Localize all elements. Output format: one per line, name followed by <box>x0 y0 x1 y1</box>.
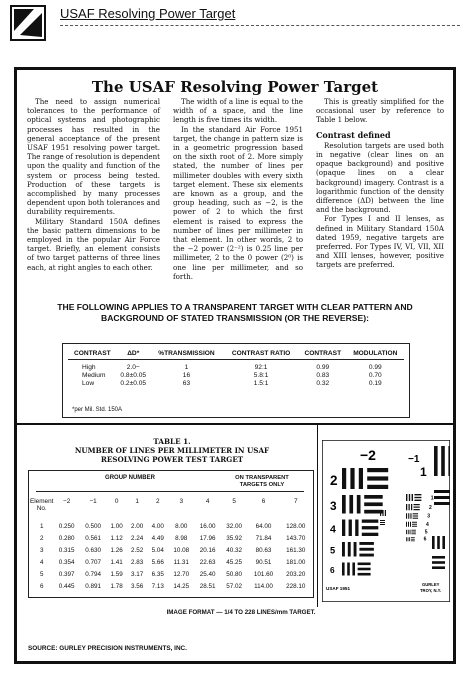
target-bar <box>342 468 346 489</box>
lines-per-mm-cell: 228.10 <box>286 582 306 590</box>
element-label: 1 <box>430 495 434 502</box>
target-bar <box>410 513 411 519</box>
table-row <box>30 556 312 568</box>
lines-per-mm-cell: 0.630 <box>85 546 101 554</box>
lines-per-mm-cell: 0.707 <box>85 558 101 566</box>
target-bar <box>352 563 355 576</box>
table1-title-line: NUMBER OF LINES PER MILLIMETER IN USAF <box>74 446 270 455</box>
target-bar <box>410 530 411 535</box>
element-label: 6 <box>330 564 335 575</box>
target-bar <box>385 510 386 516</box>
transmission-footnote: *per Mil. Std. 150A <box>72 407 123 413</box>
element-number-header <box>30 498 53 520</box>
target-bar <box>412 522 417 523</box>
target-bar <box>380 522 385 523</box>
target-bar <box>358 563 371 566</box>
target-bar <box>434 446 438 476</box>
lines-per-mm-cell: 0.315 <box>58 546 75 554</box>
target-bar <box>411 504 412 510</box>
paragraph: Resolution targets are used both in negative (clear lines on an opaque background) and positive (opaque lines on a clear background) imagery. Contrast is a logarithmic function of the density difference (ΔD) between the line and the background. <box>316 140 444 215</box>
group-header: 3 <box>179 498 184 505</box>
target-bar <box>362 526 379 529</box>
target-bar <box>350 468 354 489</box>
lines-per-mm-cell: 5.66 <box>151 558 164 566</box>
target-bar <box>442 536 445 549</box>
target-bar <box>434 496 450 499</box>
column-header: MODULATION <box>347 348 404 360</box>
target-bar <box>364 495 383 499</box>
lines-per-mm-cell: 0.354 <box>58 558 75 566</box>
group-header: 0 <box>114 498 119 505</box>
table-row <box>68 364 404 372</box>
target-bar <box>359 542 374 545</box>
lines-per-mm-cell: 28.51 <box>199 582 216 590</box>
target-bar <box>349 520 352 537</box>
lines-per-mm-cell: 114.00 <box>254 582 273 590</box>
lines-per-mm-cell: 90.51 <box>255 558 272 566</box>
lines-per-mm-cell: 20.16 <box>199 546 216 554</box>
lines-per-mm-cell: 12.70 <box>173 570 190 578</box>
target-bar <box>414 497 421 498</box>
element-number: 3 <box>39 546 44 554</box>
lines-per-mm-cell: 0.250 <box>58 522 75 530</box>
table-row <box>30 544 312 556</box>
table-cell: 0.8±0.05 <box>120 371 147 379</box>
column-header: ΔD* <box>117 348 150 360</box>
group-heading: −1 <box>408 454 420 465</box>
target-bar <box>441 446 445 476</box>
target-bar <box>410 522 411 527</box>
lines-per-mm-cell: 1.00 <box>110 522 123 530</box>
header-rule <box>60 25 460 26</box>
group-number-label: GROUP NUMBER <box>105 475 155 481</box>
section-divider <box>14 423 456 425</box>
lines-per-mm-cell: 8.00 <box>175 522 188 530</box>
target-bar <box>406 537 407 541</box>
target-bar <box>434 502 450 505</box>
target-bar <box>406 504 407 510</box>
lines-per-mm-cell: 143.70 <box>286 534 306 542</box>
element-number: 2 <box>39 534 44 542</box>
contrast-heading: Contrast defined <box>316 129 391 140</box>
target-bar <box>342 542 345 557</box>
element-number: 4 <box>39 558 44 566</box>
target-bar <box>411 533 416 534</box>
lines-per-mm-cell: 0.891 <box>85 582 101 590</box>
target-bar <box>355 520 358 537</box>
table-cell: Low <box>82 379 95 387</box>
lines-per-mm-cell: 0.280 <box>58 534 75 542</box>
target-bar <box>367 476 388 480</box>
table-row <box>30 568 312 580</box>
target-label-left: USAF 1951 <box>326 586 351 591</box>
target-bar <box>342 563 345 576</box>
column-header: CONTRAST <box>299 348 347 360</box>
target-bar <box>342 520 345 537</box>
target-bar <box>406 530 407 535</box>
target-bar <box>411 537 415 538</box>
target-bar <box>347 563 350 576</box>
target-bar <box>362 520 379 523</box>
target-bar <box>380 510 381 516</box>
lines-per-mm-cell: 0.561 <box>85 534 101 542</box>
table-cell: 0.83 <box>316 371 330 379</box>
lines-per-mm-cell: 14.25 <box>173 582 190 590</box>
element-header-line: No. <box>36 505 47 512</box>
target-label-right: TROY, N.Y. <box>420 588 442 593</box>
target-bar <box>408 530 409 535</box>
lines-per-mm-cell: 0.397 <box>58 570 75 578</box>
target-bar <box>408 513 409 519</box>
lines-per-mm-cell: 16.00 <box>199 522 216 530</box>
target-bar <box>359 548 374 551</box>
lines-per-mm-cell: 40.32 <box>226 546 242 554</box>
transmission-heading-line: BACKGROUND OF STATED TRANSMISSION (OR THE REVERSE): <box>101 313 369 323</box>
element-label: 6 <box>423 536 427 543</box>
table-header-row <box>30 498 312 520</box>
element-label: 4 <box>426 521 429 528</box>
lines-per-mm-cell: 25.40 <box>199 570 216 578</box>
paragraph: The need to assign numerical tolerances to the performance of optical systems and photographic processes has resulted in the general acceptance of the present USAF 1951 resolving power target. The range of resolution is dependent upon the quality and function of the system or process being tested. Production of these targets is accomplished by many processes dependent upon both tolerances and durability requirements. <box>27 97 161 217</box>
table-row <box>68 380 404 388</box>
table1-rule <box>36 491 304 492</box>
table-cell: High <box>82 364 96 371</box>
lines-per-mm-cell: 5.04 <box>151 546 164 554</box>
target-bar <box>408 522 409 527</box>
usaf-1951-target-image <box>322 440 450 602</box>
target-bar <box>406 513 407 519</box>
table-cell: 0.19 <box>368 379 382 387</box>
element-number: 5 <box>39 570 44 578</box>
target-bar <box>406 522 407 527</box>
element-label: 5 <box>424 529 428 536</box>
group-header: 4 <box>205 498 210 505</box>
lines-per-mm-cell: 57.02 <box>226 582 242 590</box>
gurley-logo <box>10 5 46 41</box>
lines-per-mm-cell: 80.63 <box>255 546 272 554</box>
paragraph: This is greatly simplified for the occasional user by reference to Table 1 below. <box>316 97 444 125</box>
table-cell: 1 <box>184 364 189 371</box>
group-header: 5 <box>232 498 236 505</box>
article-column-1 <box>27 97 160 272</box>
header-title: USAF Resolving Power Target <box>60 6 236 21</box>
target-bar <box>448 446 450 476</box>
target-bar <box>412 524 417 525</box>
article-column-3 <box>316 97 444 270</box>
target-bar <box>367 468 388 472</box>
lines-per-mm-cell: 3.17 <box>131 570 144 578</box>
lines-per-mm-cell: 6.35 <box>151 570 164 578</box>
target-bar <box>409 504 410 510</box>
target-bar <box>414 500 421 501</box>
lines-per-mm-cell: 35.92 <box>226 534 242 542</box>
table-cell: 0.99 <box>368 364 382 371</box>
lines-per-mm-cell: 1.12 <box>110 534 123 542</box>
target-bar <box>359 468 363 489</box>
article-title: The USAF Resolving Power Target <box>91 78 379 96</box>
table-row <box>68 372 404 380</box>
target-bar <box>358 568 371 571</box>
source-credit: SOURCE: GURLEY PRECISION INSTRUMENTS, INC. <box>28 645 187 652</box>
table-cell: 2.0− <box>126 364 140 371</box>
table-cell: 0.32 <box>316 379 330 387</box>
lines-per-mm-cell: 0.794 <box>85 570 101 578</box>
element-label: 1 <box>420 465 427 479</box>
on-transparent-line: TARGETS ONLY <box>239 482 285 488</box>
lines-per-mm-cell: 64.00 <box>255 522 272 530</box>
lines-per-mm-cell: 50.80 <box>226 570 242 578</box>
group-header: 6 <box>261 498 266 505</box>
table-row <box>30 520 312 532</box>
target-bar <box>382 510 383 516</box>
target-bar <box>432 566 445 569</box>
table-row <box>30 532 312 544</box>
element-number: 1 <box>39 522 44 530</box>
target-bar <box>367 485 388 489</box>
transmission-heading-line: THE FOLLOWING APPLIES TO A TRANSPARENT TARGET WITH CLEAR PATTERN AND <box>57 302 413 312</box>
group-heading: −2 <box>360 447 376 463</box>
target-bar <box>411 539 415 540</box>
lines-per-mm-cell: 203.20 <box>286 570 306 578</box>
lines-per-mm-cell: 181.00 <box>286 558 306 566</box>
lines-per-mm-cell: 0.445 <box>58 582 75 590</box>
target-bar <box>408 537 409 541</box>
element-number: 6 <box>39 582 44 590</box>
target-bar <box>380 520 385 521</box>
table-cell: Medium <box>82 371 106 379</box>
target-bar <box>358 573 371 576</box>
lines-per-mm-cell: 2.24 <box>131 534 144 542</box>
element-label: 4 <box>330 523 336 536</box>
paragraph: Military Standard 150A defines the basic pattern dimensions to be employed in the popular Air Force target. Briefly, an element consists of two target patterns of three lines each, at right angles to each other. <box>27 216 160 272</box>
lines-per-mm-cell: 22.63 <box>199 558 216 566</box>
table-cell: 92:1 <box>254 364 268 371</box>
lines-per-mm-cell: 2.52 <box>131 546 144 554</box>
element-label: 2 <box>429 505 432 511</box>
target-bar <box>357 495 361 514</box>
lines-per-mm-cell: 2.00 <box>131 522 144 530</box>
column-divider <box>317 425 318 607</box>
on-transparent-label <box>222 475 302 489</box>
element-header-line: Element <box>30 498 54 505</box>
target-border <box>322 440 450 602</box>
target-bar <box>359 554 374 557</box>
target-bar <box>406 494 407 501</box>
paragraph: For Types I and II lenses, as defined in Military Standard 150A dated 1959, negative targets are preferred. For Types IV, VI, VII, XII and XIII lenses, however, positive targets are preferred. <box>316 214 444 270</box>
lines-per-mm-cell: 7.13 <box>151 582 164 590</box>
paragraph: The width of a line is equal to the width of a space, and the line length is five times its width. <box>173 97 303 125</box>
column-header: %TRANSMISSION <box>150 348 223 360</box>
target-bar <box>432 536 435 549</box>
table-cell: 0.70 <box>368 371 382 379</box>
table1-title-line: TABLE 1. <box>153 437 191 446</box>
target-bar <box>412 494 413 501</box>
target-bar <box>414 507 420 508</box>
lines-per-mm-cell: 10.08 <box>173 546 190 554</box>
lines-per-mm-cell: 71.84 <box>255 534 272 542</box>
target-bar <box>432 561 445 564</box>
lines-per-mm-cell: 17.96 <box>199 534 216 542</box>
table-cell: 16 <box>182 371 191 379</box>
target-bar <box>412 526 417 527</box>
lines-per-mm-cell: 32.00 <box>226 522 242 530</box>
column-header: CONTRAST <box>68 348 117 360</box>
lines-per-mm-cell: 1.78 <box>110 582 123 590</box>
target-bar <box>434 490 450 493</box>
target-bar <box>348 542 351 557</box>
group-header: 2 <box>155 498 160 505</box>
paragraph: In the standard Air Force 1951 target, the change in pattern size is in a geometric progression based on the sixth root of 2. More simply stated, the number of lines per millimeter doubles with every sixth target element. These six elements are known as a group, and the group heading, such as −2, is the power of 2 to which the first element is raised to express the number of lines per millimeter in that element. In other words, 2 to the −2 power (2⁻²) is 0.25 line per millimeter, 2 to the 0 power (2⁰) is one line per millimeter, and so forth. <box>173 124 303 281</box>
element-label: 2 <box>330 472 338 488</box>
target-bar <box>414 509 420 510</box>
table-cell: 0.2±0.05 <box>120 379 147 387</box>
image-format-note: IMAGE FORMAT — 1/4 TO 228 LINES/mm TARGET. <box>166 609 316 616</box>
target-bar <box>437 536 440 549</box>
lines-per-mm-cell: 4.00 <box>151 522 164 530</box>
element-label: 5 <box>330 545 336 556</box>
article-column-2 <box>173 97 303 281</box>
table-cell: 1.5:1 <box>253 379 269 387</box>
target-bar <box>409 537 410 541</box>
target-bar <box>411 540 415 541</box>
target-label-right: GURLEY <box>422 582 440 587</box>
lines-per-mm-cell: 1.26 <box>110 546 123 554</box>
target-bar <box>411 532 416 533</box>
target-bar <box>354 542 357 557</box>
table-row <box>30 580 312 592</box>
lines-per-mm-cell: 161.30 <box>286 546 306 554</box>
target-bar <box>414 494 421 495</box>
lines-per-mm-cell: 11.31 <box>173 558 189 566</box>
lines-per-mm-cell: 128.00 <box>286 522 306 530</box>
target-bar <box>342 495 346 514</box>
table-cell: 0.99 <box>316 364 330 371</box>
column-header: CONTRAST RATIO <box>223 348 299 360</box>
target-bar <box>364 502 383 506</box>
group-header: −1 <box>89 498 97 505</box>
target-bar <box>362 533 379 536</box>
group-header: 7 <box>294 498 298 505</box>
lines-per-mm-cell: 4.49 <box>151 534 164 542</box>
on-transparent-line: ON TRANSPARENT <box>235 475 289 481</box>
lines-per-mm-cell: 8.98 <box>175 534 188 542</box>
lines-per-mm-cell: 1.59 <box>110 570 123 578</box>
element-label: 3 <box>330 498 337 513</box>
lines-per-mm-cell: 3.56 <box>131 582 144 590</box>
target-bar <box>413 518 419 519</box>
element-label: 3 <box>427 513 430 520</box>
group-header: −2 <box>63 498 71 505</box>
target-bar <box>409 494 410 501</box>
transmission-table <box>68 348 404 387</box>
lines-per-mm-cell: 101.60 <box>253 570 274 578</box>
lines-per-mm-cell: 0.500 <box>85 522 101 530</box>
target-bar <box>349 495 353 514</box>
table-cell: 5.8:1 <box>253 371 269 379</box>
target-bar <box>413 513 419 514</box>
target-bar <box>432 556 445 559</box>
lines-per-mm-cell: 2.83 <box>131 558 144 566</box>
target-bar <box>411 530 416 531</box>
target-bar <box>364 510 383 514</box>
target-bar <box>413 515 419 516</box>
lines-per-mm-table <box>30 498 312 592</box>
table1-title <box>28 437 316 464</box>
target-bar <box>380 524 385 525</box>
lines-per-mm-cell: 45.25 <box>226 558 242 566</box>
group-header: 1 <box>135 498 139 505</box>
lines-per-mm-cell: 1.41 <box>110 558 123 566</box>
transmission-heading <box>40 302 430 324</box>
target-bar <box>414 504 420 505</box>
table-cell: 63 <box>182 379 191 387</box>
table1-title-line: RESOLVING POWER TEST TARGET <box>100 455 244 464</box>
